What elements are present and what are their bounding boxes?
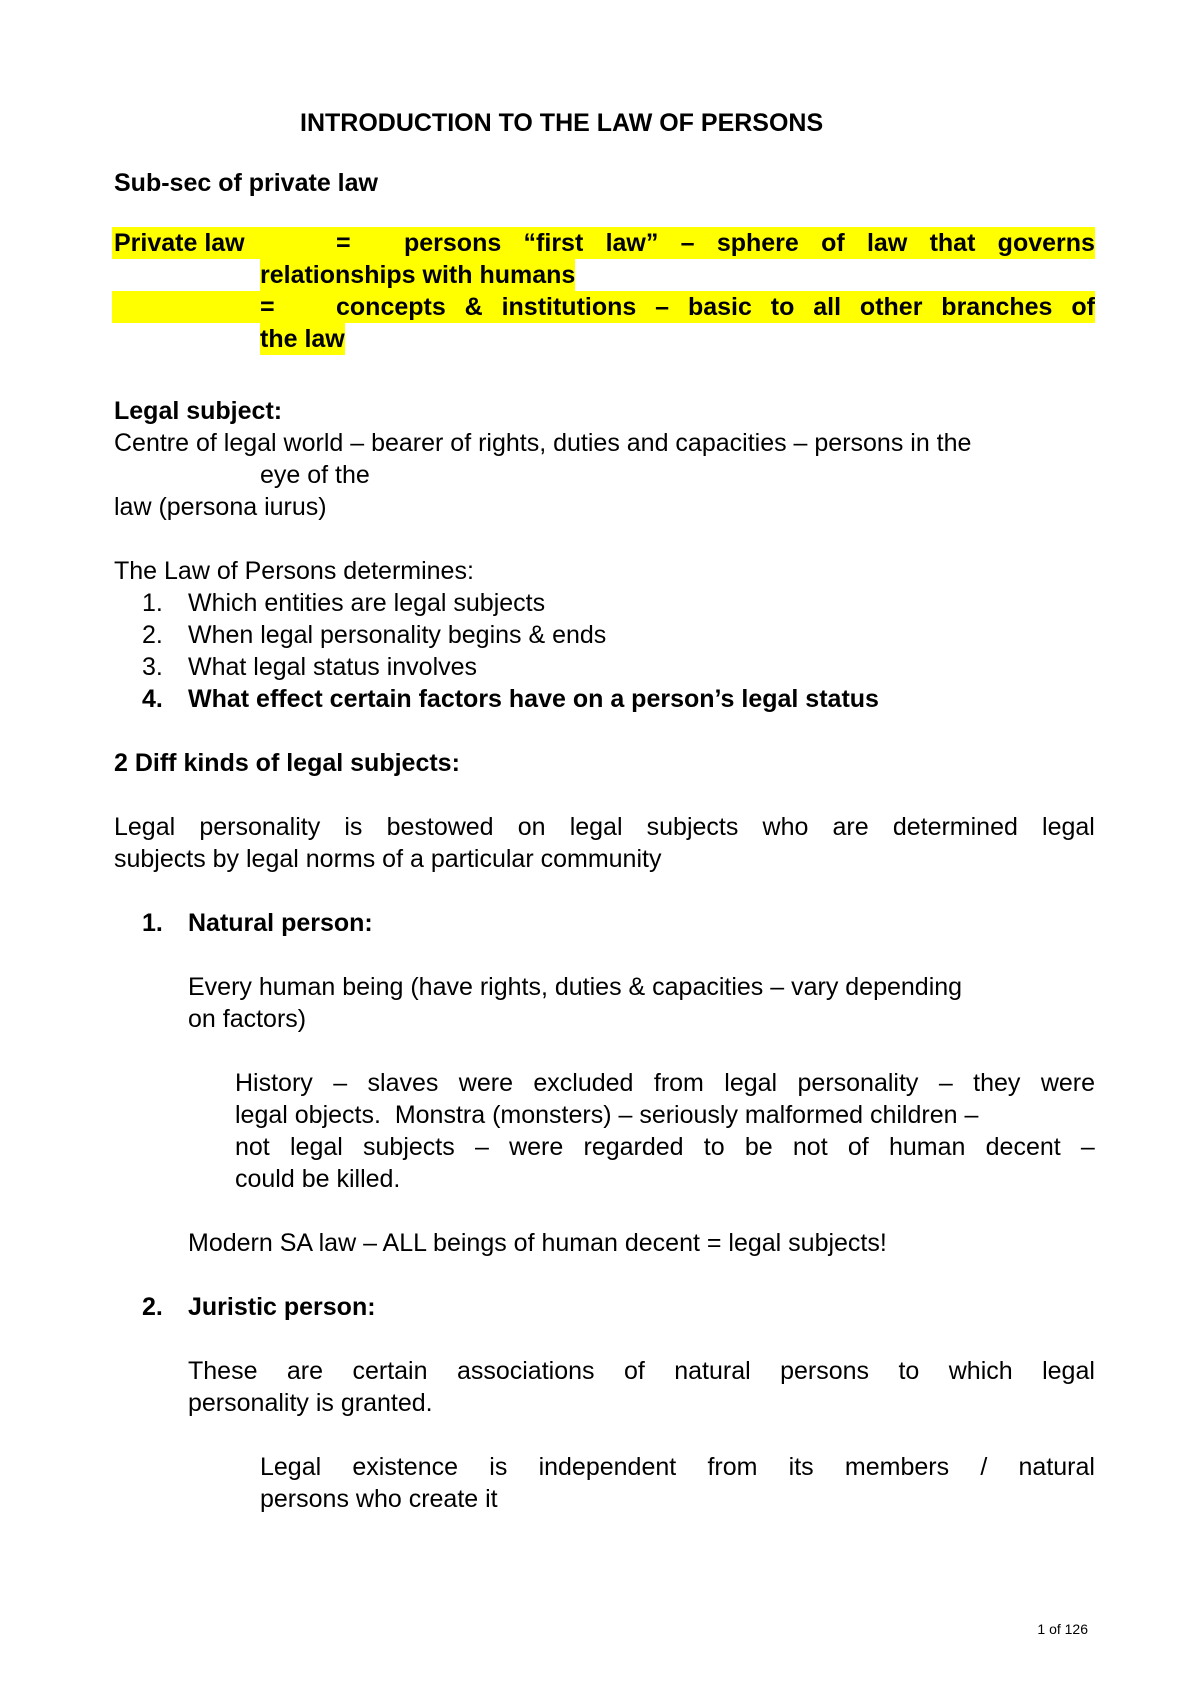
private-law-row-2 [112,291,1095,323]
word: legal [289,1133,343,1161]
page-title: INTRODUCTION TO THE LAW OF PERSONS [300,109,824,137]
history-line-4: could be killed. [235,1165,401,1193]
word: other [859,293,923,321]
word: are [286,1357,324,1385]
word: governs [997,229,1095,257]
word: – [938,1069,953,1097]
word: who [762,813,809,841]
word: on [517,813,546,841]
history-line-1 [235,1067,1095,1099]
legal-subject-line-3: law (persona iurus) [114,493,327,521]
word: natural [1018,1453,1095,1481]
page-number: 1 of 126 [1037,1621,1088,1637]
legal-subject-line-1: Centre of legal world – bearer of rights, duties and capacities – persons in the [114,429,972,457]
list-item [142,683,163,715]
word: legal [569,813,623,841]
word: of [847,1133,869,1161]
word: from [653,1069,704,1097]
juristic-p2-line-1 [260,1451,1095,1483]
word: concepts [336,293,446,321]
private-law-term: Private law [114,229,245,257]
word: be [744,1133,773,1161]
word: to [770,293,795,321]
private-law-row-1 [112,227,1095,259]
list-number: 3. [142,653,163,681]
list-number: 1. [142,589,163,617]
list-item-text: What effect certain factors have on a person’s legal status [188,685,879,713]
word: from [707,1453,758,1481]
list-item-text: What legal status involves [188,653,478,681]
word: – [333,1069,348,1097]
word: – [474,1133,489,1161]
word: existence [352,1453,459,1481]
history-line-2: legal objects. Monstra (monsters) – seriously malformed children – [235,1101,979,1129]
list-item [142,587,163,619]
history-line-3 [235,1131,1095,1163]
list-item-text: When legal personality begins & ends [188,621,607,649]
word: / [980,1453,988,1481]
equals-sign-2: = [260,293,275,321]
legal-subject-heading: Legal subject: [114,397,283,425]
word: sphere [716,229,799,257]
kinds-para-line-2: subjects by legal norms of a particular community [114,845,662,873]
word: personality [199,813,321,841]
word: members [844,1453,950,1481]
word: law [866,229,908,257]
word: basic [687,293,752,321]
juristic-heading: Juristic person: [188,1293,376,1321]
list-number: 2. [142,621,163,649]
natural-p1-line-1: Every human being (have rights, duties & capacities – vary depending [188,973,963,1001]
word: human [888,1133,966,1161]
juristic-p1-line-1 [188,1355,1095,1387]
kinds-para-line-1 [114,811,1095,843]
natural-p1-line-2: on factors) [188,1005,307,1033]
word: bestowed [386,813,494,841]
word: “first [523,229,584,257]
word: certain [352,1357,428,1385]
word: natural [674,1357,751,1385]
word: slaves [367,1069,439,1097]
private-law-def-2-cont: the law [260,325,345,353]
word: branches [941,293,1053,321]
word: – [1080,1133,1095,1161]
juristic-p1-line-2: personality is granted. [188,1389,433,1417]
modern-law-line: Modern SA law – ALL beings of human decent = legal subjects! [188,1229,887,1257]
word: were [458,1069,513,1097]
word: regarded [583,1133,684,1161]
word: excluded [533,1069,634,1097]
word: These [188,1357,258,1385]
word: to [898,1357,920,1385]
private-law-def-1-cont: relationships with humans [260,261,576,289]
word: & [464,293,483,321]
word: is [344,813,363,841]
word: personality [797,1069,919,1097]
word: Legal [260,1453,322,1481]
word: that [929,229,976,257]
word: which [948,1357,1013,1385]
word: to [703,1133,725,1161]
word: – [680,229,695,257]
word: were [509,1133,564,1161]
kinds-heading: 2 Diff kinds of legal subjects: [114,749,460,777]
private-law-def-1 [404,227,1095,259]
word: of [821,229,845,257]
juristic-number: 2. [142,1293,163,1321]
legal-subject-line-2: eye of the [260,461,370,489]
word: subjects [646,813,739,841]
list-item [142,619,163,651]
word: legal [1042,813,1095,841]
word: of [1071,293,1095,321]
list-item-text: Which entities are legal subjects [188,589,546,617]
word: they [973,1069,1021,1097]
word: legal [724,1069,778,1097]
word: its [788,1453,814,1481]
word: associations [456,1357,595,1385]
determines-intro: The Law of Persons determines: [114,557,474,585]
subtitle: Sub-sec of private law [114,169,378,197]
private-law-def-2 [336,291,1095,323]
word: all [813,293,842,321]
word: law” [605,229,659,257]
word: persons [404,229,502,257]
word: determined [892,813,1018,841]
word: subjects [363,1133,455,1161]
word: were [1040,1069,1095,1097]
equals-sign-1: = [336,229,351,257]
natural-heading: Natural person: [188,909,373,937]
word: not [792,1133,828,1161]
word: institutions [501,293,637,321]
word: persons [780,1357,870,1385]
word: – [655,293,670,321]
list-item [142,651,163,683]
juristic-p2-line-2: persons who create it [260,1485,498,1513]
word: independent [538,1453,677,1481]
word: of [623,1357,645,1385]
word: decent [985,1133,1061,1161]
list-number: 4. [142,685,163,713]
natural-number: 1. [142,909,163,937]
word: Legal [114,813,176,841]
word: not [235,1133,270,1161]
word: are [832,813,869,841]
word: is [489,1453,508,1481]
word: History [235,1069,313,1097]
word: legal [1042,1357,1095,1385]
